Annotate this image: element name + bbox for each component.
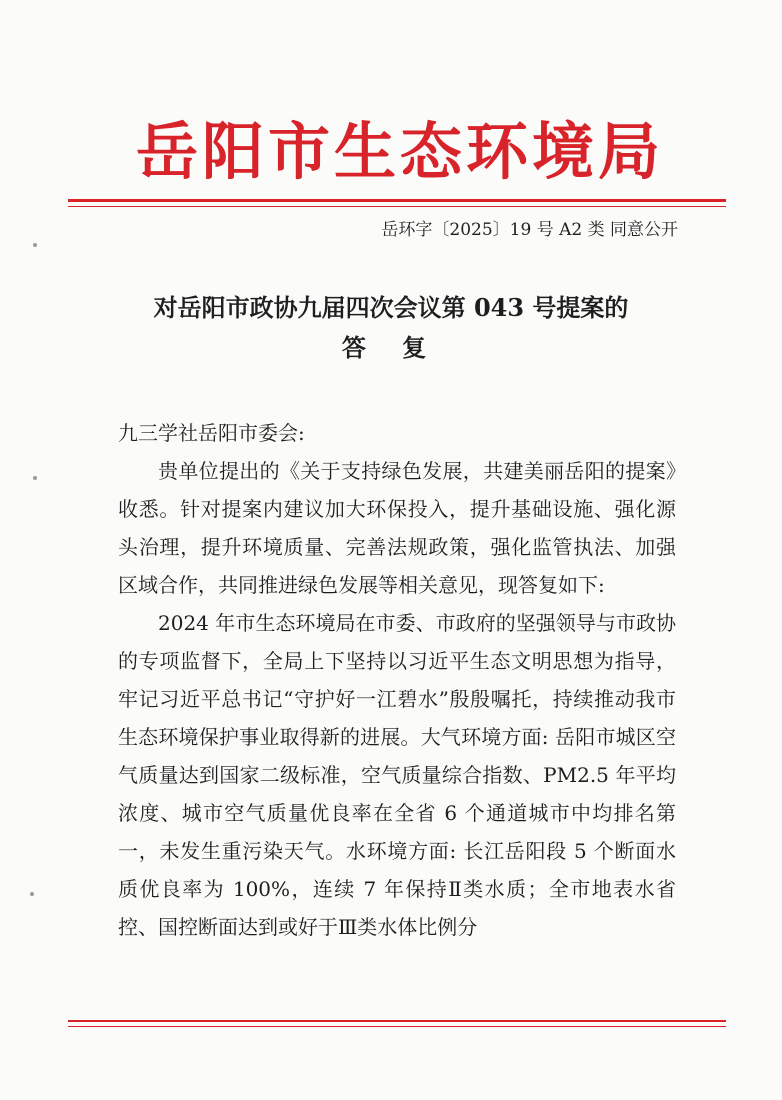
footer-red-rule-thick [68,1020,726,1022]
body-paragraph: 2024 年市生态环境局在市委、市政府的坚强领导与市政协的专项监督下，全局上下坚持以习近平生态文明思想为指导，牢记习近平总书记“守护好一江碧水”殷殷嘱托，持续推动我市生态环境保护事业取得新的进展。大气环境方面: 岳阳市城区空气质量达到国家二级标准，空气质量综合指数、PM2.5 年平均浓度、城市空气质量优良率在全省 6 个通道城市中均排名第一，未发生重污染天气。水环境方面: 长江岳阳段 5 个断面水质优良率为 100%，连续 7 年保持Ⅱ类水质；全市地表水省控、国控断面达到或好于Ⅲ类水体比例分 [118,611,676,939]
document-title-line-1: 对岳阳市政协九届四次会议第 043 号提案的 [153,293,629,322]
scan-speck [30,892,34,896]
document-number: 岳环字〔2025〕19 号 A2 类 同意公开 [381,220,678,240]
body-paragraph: 贵单位提出的《关于支持绿色发展，共建美丽岳阳的提案》收悉。针对提案内建议加大环保投入，提升基础设施、强化源头治理，提升环境质量、完善法规政策，强化监管执法、加强区域合作，共同推进绿色发展等相关意见，现答复如下: [118,459,676,597]
footer-red-rule-thin [68,1026,726,1027]
scan-speck [33,243,37,247]
header-red-rule-thin [68,206,726,207]
scan-speck [33,476,37,480]
header-red-rule-thick [68,199,726,202]
document-title-line-2: 答 复 [341,333,441,362]
agency-letterhead-title: 岳阳市生态环境局 [135,115,664,188]
letter-body [118,414,676,946]
salutation: 九三学社岳阳市委会: [118,421,305,445]
